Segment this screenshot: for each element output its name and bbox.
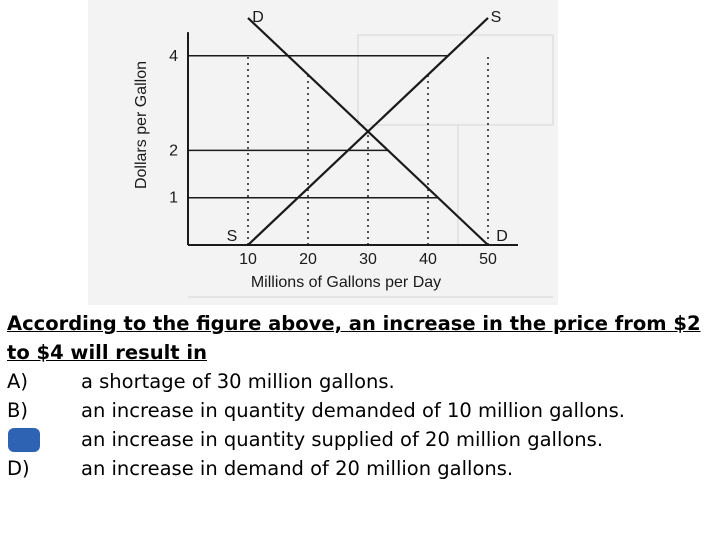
y-tick-label: 1 xyxy=(169,189,178,207)
question-text: According to the figure above, an increase in the price from $2 to $4 will result in xyxy=(7,312,701,364)
option-text: a shortage of 30 million gallons. xyxy=(81,370,395,393)
y-axis-label: Dollars per Gallon xyxy=(133,60,150,190)
curve-label: S xyxy=(226,228,238,245)
option-text: an increase in demand of 20 million gallons. xyxy=(81,457,514,480)
option-letter: D) xyxy=(7,457,30,480)
x-axis-label: Millions of Gallons per Day xyxy=(250,274,442,291)
option-a[interactable] xyxy=(7,367,717,396)
option-text: an increase in quantity demanded of 10 million gallons. xyxy=(81,399,625,422)
answer-highlight-marker xyxy=(8,428,40,452)
question-block xyxy=(7,309,717,483)
curve-label: D xyxy=(496,228,508,245)
x-tick-label: 40 xyxy=(419,251,437,268)
x-tick-label: 30 xyxy=(359,251,377,268)
option-b[interactable] xyxy=(7,396,717,425)
option-letter xyxy=(7,425,81,454)
option-c[interactable] xyxy=(7,425,717,454)
option-d[interactable] xyxy=(7,454,717,483)
curve-label: D xyxy=(252,8,264,26)
option-letter: B) xyxy=(7,399,28,422)
x-tick-label: 20 xyxy=(299,251,317,268)
x-tick-label: 10 xyxy=(239,251,257,268)
supply-demand-chart xyxy=(88,0,558,305)
option-text: an increase in quantity supplied of 20 million gallons. xyxy=(81,428,604,451)
y-tick-label: 4 xyxy=(169,47,178,65)
option-letter: A) xyxy=(7,370,28,393)
x-tick-label: 50 xyxy=(479,251,497,268)
y-tick-label: 2 xyxy=(169,142,178,160)
curve-label: S xyxy=(490,8,502,26)
